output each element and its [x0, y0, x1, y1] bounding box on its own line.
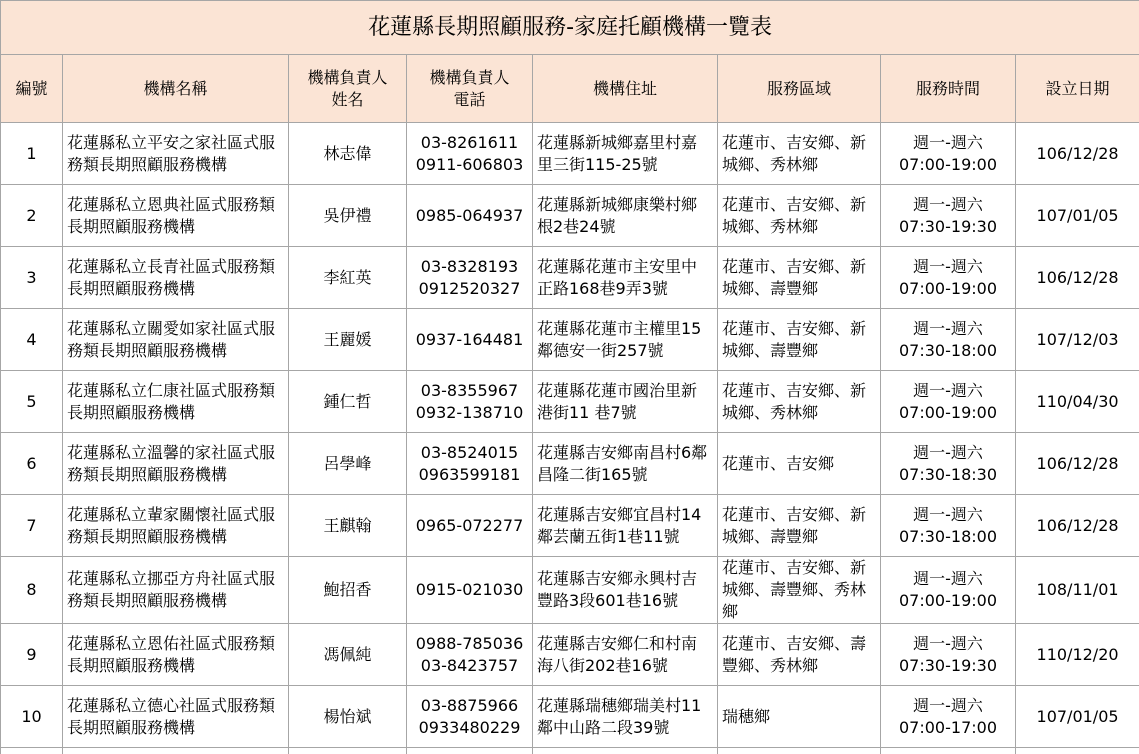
cell-empty — [533, 748, 718, 754]
cell-no: 8 — [1, 557, 63, 624]
cell-empty — [63, 748, 289, 754]
cell-institution-name: 花蓮縣私立關愛如家社區式服 務類長期照顧服務機構 — [63, 309, 289, 371]
cell-person: 呂學峰 — [289, 433, 407, 495]
cell-service-hours: 週一-週六 07:00-19:00 — [881, 247, 1016, 309]
cell-service-area: 花蓮市、吉安鄉、新 城鄉、秀林鄉 — [718, 371, 881, 433]
cell-institution-name: 花蓮縣私立溫馨的家社區式服 務類長期照顧服務機構 — [63, 433, 289, 495]
header-hours: 服務時間 — [881, 55, 1016, 123]
cell-phone: 0988-785036 03-8423757 — [407, 624, 533, 686]
header-area: 服務區域 — [718, 55, 881, 123]
cell-established-date: 106/12/28 — [1016, 495, 1139, 557]
cell-phone: 03-8261611 0911-606803 — [407, 123, 533, 185]
table-row — [1, 247, 1139, 309]
table-row — [1, 624, 1139, 686]
cell-service-area: 花蓮市、吉安鄉、新 城鄉、秀林鄉 — [718, 123, 881, 185]
cell-service-area: 花蓮市、吉安鄉、壽 豐鄉、秀林鄉 — [718, 624, 881, 686]
table-row — [1, 123, 1139, 185]
cell-service-area: 花蓮市、吉安鄉、新 城鄉、壽豐鄉 — [718, 309, 881, 371]
cell-person: 鍾仁哲 — [289, 371, 407, 433]
cell-address: 花蓮縣花蓮市主安里中 正路168巷9弄3號 — [533, 247, 718, 309]
cell-service-hours: 週一-週六 07:30-18:00 — [881, 495, 1016, 557]
table-row — [1, 557, 1139, 624]
table-row — [1, 371, 1139, 433]
cell-person: 李紅英 — [289, 247, 407, 309]
cell-address: 花蓮縣吉安鄉永興村吉 豐路3段601巷16號 — [533, 557, 718, 624]
cell-no: 10 — [1, 686, 63, 748]
cell-service-area: 花蓮市、吉安鄉、新 城鄉、壽豐鄉、秀林 鄉 — [718, 557, 881, 624]
cell-no: 5 — [1, 371, 63, 433]
page-title: 花蓮縣長期照顧服務-家庭托顧機構一覽表 — [1, 1, 1139, 55]
cell-phone: 03-8355967 0932-138710 — [407, 371, 533, 433]
cell-service-hours: 週一-週六 07:00-19:00 — [881, 371, 1016, 433]
cell-phone: 0985-064937 — [407, 185, 533, 247]
table-row-partial — [1, 748, 1139, 754]
cell-no: 9 — [1, 624, 63, 686]
cell-address: 花蓮縣花蓮市主權里15 鄰德安一街257號 — [533, 309, 718, 371]
table-row — [1, 495, 1139, 557]
table-row — [1, 433, 1139, 495]
cell-no: 3 — [1, 247, 63, 309]
cell-address: 花蓮縣吉安鄉宜昌村14 鄰芸蘭五街1巷11號 — [533, 495, 718, 557]
cell-established-date: 107/12/03 — [1016, 309, 1139, 371]
cell-institution-name: 花蓮縣私立平安之家社區式服 務類長期照顧服務機構 — [63, 123, 289, 185]
cell-institution-name: 花蓮縣私立德心社區式服務類 長期照顧服務機構 — [63, 686, 289, 748]
cell-service-hours: 週一-週六 07:00-19:00 — [881, 557, 1016, 624]
cell-institution-name: 花蓮縣私立輩家關懷社區式服 務類長期照顧服務機構 — [63, 495, 289, 557]
cell-service-hours: 週一-週六 07:30-19:30 — [881, 624, 1016, 686]
cell-address: 花蓮縣新城鄉嘉里村嘉 里三街115-25號 — [533, 123, 718, 185]
table-row — [1, 686, 1139, 748]
cell-person: 王麒翰 — [289, 495, 407, 557]
cell-address: 花蓮縣瑞穗鄉瑞美村11 鄰中山路二段39號 — [533, 686, 718, 748]
cell-established-date: 107/01/05 — [1016, 185, 1139, 247]
cell-phone: 03-8875966 0933480229 — [407, 686, 533, 748]
cell-empty — [1, 748, 63, 754]
cell-empty — [407, 748, 533, 754]
cell-no: 4 — [1, 309, 63, 371]
cell-service-hours: 週一-週六 07:30-18:30 — [881, 433, 1016, 495]
cell-person: 馮佩純 — [289, 624, 407, 686]
cell-institution-name: 花蓮縣私立仁康社區式服務類 長期照顧服務機構 — [63, 371, 289, 433]
cell-established-date: 108/11/01 — [1016, 557, 1139, 624]
header-address: 機構住址 — [533, 55, 718, 123]
header-person: 機構負責人 姓名 — [289, 55, 407, 123]
cell-established-date: 106/12/28 — [1016, 123, 1139, 185]
cell-institution-name: 花蓮縣私立恩佑社區式服務類 長期照顧服務機構 — [63, 624, 289, 686]
cell-person: 鮑招香 — [289, 557, 407, 624]
cell-empty — [718, 748, 881, 754]
cell-service-area: 花蓮市、吉安鄉、新 城鄉、壽豐鄉 — [718, 495, 881, 557]
cell-established-date: 106/12/28 — [1016, 433, 1139, 495]
cell-person: 林志偉 — [289, 123, 407, 185]
cell-person: 楊怡斌 — [289, 686, 407, 748]
table-row — [1, 309, 1139, 371]
cell-institution-name: 花蓮縣私立長青社區式服務類 長期照顧服務機構 — [63, 247, 289, 309]
cell-established-date: 110/12/20 — [1016, 624, 1139, 686]
header-name: 機構名稱 — [63, 55, 289, 123]
header-no: 編號 — [1, 55, 63, 123]
cell-service-hours: 週一-週六 07:30-18:00 — [881, 309, 1016, 371]
cell-empty — [881, 748, 1016, 754]
cell-institution-name: 花蓮縣私立恩典社區式服務類 長期照顧服務機構 — [63, 185, 289, 247]
cell-empty — [289, 748, 407, 754]
cell-institution-name: 花蓮縣私立挪亞方舟社區式服 務類長期照顧服務機構 — [63, 557, 289, 624]
cell-service-area: 花蓮市、吉安鄉、新 城鄉、秀林鄉 — [718, 185, 881, 247]
cell-phone: 0937-164481 — [407, 309, 533, 371]
cell-empty — [1016, 748, 1139, 754]
cell-person: 王麗媛 — [289, 309, 407, 371]
cell-phone: 03-8328193 0912520327 — [407, 247, 533, 309]
cell-person: 吳伊禮 — [289, 185, 407, 247]
cell-no: 7 — [1, 495, 63, 557]
cell-phone: 03-8524015 0963599181 — [407, 433, 533, 495]
cell-service-area: 花蓮市、吉安鄉、新 城鄉、壽豐鄉 — [718, 247, 881, 309]
cell-service-hours: 週一-週六 07:00-17:00 — [881, 686, 1016, 748]
table-row — [1, 185, 1139, 247]
cell-address: 花蓮縣吉安鄉仁和村南 海八街202巷16號 — [533, 624, 718, 686]
cell-no: 2 — [1, 185, 63, 247]
cell-service-hours: 週一-週六 07:30-19:30 — [881, 185, 1016, 247]
cell-no: 6 — [1, 433, 63, 495]
cell-established-date: 106/12/28 — [1016, 247, 1139, 309]
cell-address: 花蓮縣花蓮市國治里新 港街11 巷7號 — [533, 371, 718, 433]
header-row — [1, 55, 1139, 123]
cell-address: 花蓮縣吉安鄉南昌村6鄰 昌隆二街165號 — [533, 433, 718, 495]
cell-phone: 0965-072277 — [407, 495, 533, 557]
cell-established-date: 110/04/30 — [1016, 371, 1139, 433]
cell-service-area: 花蓮市、吉安鄉 — [718, 433, 881, 495]
header-date: 設立日期 — [1016, 55, 1139, 123]
cell-no: 1 — [1, 123, 63, 185]
cell-phone: 0915-021030 — [407, 557, 533, 624]
cell-established-date: 107/01/05 — [1016, 686, 1139, 748]
header-phone: 機構負責人 電話 — [407, 55, 533, 123]
cell-service-area: 瑞穗鄉 — [718, 686, 881, 748]
cell-service-hours: 週一-週六 07:00-19:00 — [881, 123, 1016, 185]
cell-address: 花蓮縣新城鄉康樂村鄉 根2巷24號 — [533, 185, 718, 247]
